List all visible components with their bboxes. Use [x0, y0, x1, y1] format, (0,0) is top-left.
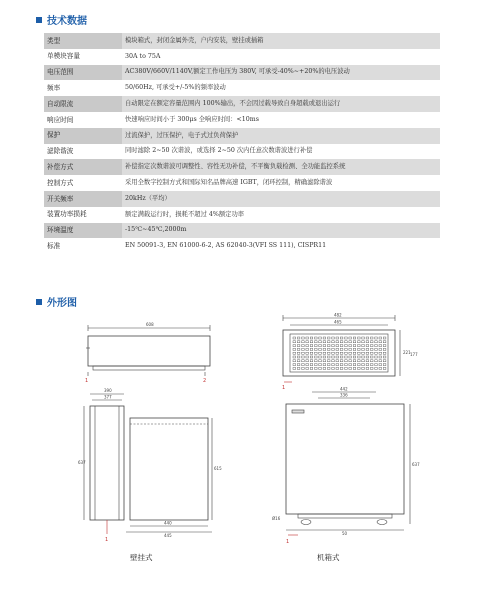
vent-slot: [383, 356, 386, 358]
vent-slot: [332, 356, 335, 358]
vent-slot: [336, 364, 339, 366]
spec-key: 自动限流: [44, 96, 122, 112]
section-square-icon: [36, 299, 42, 305]
shape-section-title-text: 外形图: [47, 298, 77, 309]
vent-slot: [349, 364, 352, 366]
dim-465-label: 465: [334, 319, 342, 325]
spec-value: EN 50091-3, EN 61000-6-2, AS 62040-3(VFI SS 111), CISPR11: [125, 242, 327, 250]
vent-slot: [370, 360, 373, 362]
vent-slot: [375, 364, 378, 366]
vent-slot: [353, 341, 356, 343]
vent-slot: [319, 367, 322, 369]
spec-key: 控制方式: [47, 178, 74, 187]
spec-value: 过流保护，过压保护，电子式过负荷保护: [122, 128, 440, 144]
vent-slot: [366, 345, 369, 347]
vent-slot: [315, 364, 318, 366]
spec-key: 滤除谐波: [47, 147, 74, 156]
vent-slot: [336, 345, 339, 347]
vent-slot: [340, 348, 343, 350]
spec-key: 单模块容量: [47, 52, 80, 61]
vent-slot: [327, 337, 330, 339]
vent-slot: [370, 364, 373, 366]
vent-slot: [358, 348, 361, 350]
shape-section-title: [36, 294, 77, 309]
vent-slot: [379, 352, 382, 354]
vent-slot: [332, 367, 335, 369]
dim-d16-label: Ø16: [272, 516, 281, 521]
vent-slot: [306, 348, 309, 350]
vent-slot: [353, 360, 356, 362]
vent-slot: [349, 348, 352, 350]
rack-front-view: [282, 313, 418, 392]
mark-2-label: 2: [203, 378, 207, 384]
vent-slot: [293, 352, 296, 354]
spec-value: -15℃~45℃,2000m: [122, 223, 440, 239]
spec-row: [44, 33, 440, 49]
spec-value: 20kHz（平均）: [122, 191, 440, 207]
vent-slot: [366, 356, 369, 358]
vent-slot: [327, 360, 330, 362]
vent-slot: [323, 345, 326, 347]
vent-slot: [302, 364, 305, 366]
vent-slot: [375, 341, 378, 343]
spec-value: 采用全数字控制方式和国际知名品牌高速 IGBT，闭环控制，精确滤除谐波: [125, 178, 333, 186]
vent-slot: [319, 345, 322, 347]
vent-slot: [383, 341, 386, 343]
spec-row: [44, 128, 440, 144]
vent-slot: [297, 345, 300, 347]
vent-slot: [319, 337, 322, 339]
vent-slot: [358, 360, 361, 362]
vent-slot: [379, 348, 382, 350]
vent-slot: [379, 360, 382, 362]
spec-row: [44, 80, 440, 96]
vent-slot: [297, 352, 300, 354]
vent-slot: [383, 352, 386, 354]
vent-slot: [375, 337, 378, 339]
vent-slot: [345, 364, 348, 366]
spec-key: 标准: [47, 241, 61, 250]
vent-slot: [297, 367, 300, 369]
vent-slot: [332, 345, 335, 347]
vent-slot: [353, 367, 356, 369]
vent-slot: [336, 348, 339, 350]
dim-442-label: 442: [340, 386, 348, 392]
vent-slot: [370, 348, 373, 350]
vent-slot: [362, 348, 365, 350]
vent-slot: [379, 337, 382, 339]
dim-608-label: 608: [146, 322, 154, 327]
vent-slot: [375, 345, 378, 347]
vent-slot: [297, 356, 300, 358]
vent-slot: [306, 364, 309, 366]
vent-slot: [302, 348, 305, 350]
vent-slot: [340, 341, 343, 343]
vent-slot: [370, 337, 373, 339]
caption-cabinet: 机箱式: [317, 553, 340, 562]
spec-table: [44, 33, 440, 254]
dim-336-label: 336: [340, 392, 348, 398]
vent-slot: [349, 352, 352, 354]
vent-slot: [293, 360, 296, 362]
vent-slot: [379, 341, 382, 343]
vent-slot: [366, 367, 369, 369]
vent-slot: [375, 360, 378, 362]
spec-key: 频率: [47, 83, 61, 92]
vent-slot: [306, 360, 309, 362]
vent-slot: [340, 337, 343, 339]
rack-side-view: [85, 322, 210, 384]
vent-slot: [375, 367, 378, 369]
dim-615-label: 615: [214, 466, 222, 471]
vent-slot: [297, 337, 300, 339]
vent-slot: [375, 356, 378, 358]
spec-section-title: [36, 12, 87, 27]
vent-slot: [293, 341, 296, 343]
vent-slot: [353, 337, 356, 339]
spec-key: 保护: [44, 128, 122, 144]
vent-slot: [323, 337, 326, 339]
vent-slot: [315, 345, 318, 347]
vent-slot: [293, 337, 296, 339]
vent-slot: [327, 367, 330, 369]
spec-value: 额定满载运行时，损耗不超过 4%额定功率: [125, 210, 245, 218]
vent-slot: [353, 352, 356, 354]
outline-drawings: [60, 312, 440, 552]
vent-slot: [302, 341, 305, 343]
vent-slot: [366, 337, 369, 339]
spec-row: [44, 96, 440, 112]
vent-slot: [302, 345, 305, 347]
vent-slot: [319, 360, 322, 362]
vent-slot: [302, 352, 305, 354]
vent-slot: [319, 352, 322, 354]
vent-slot: [310, 337, 313, 339]
vent-slot: [345, 337, 348, 339]
dim-221-label: 221: [403, 350, 411, 355]
vent-slot: [323, 364, 326, 366]
vent-slot: [362, 367, 365, 369]
vent-slot: [310, 360, 313, 362]
vent-slot: [315, 348, 318, 350]
spec-row: [44, 65, 440, 81]
spec-value: 快速响应时间小于 300μs 全响应时间：<10ms: [125, 115, 259, 123]
vent-slot: [336, 360, 339, 362]
dim-445-label: 445: [164, 533, 172, 538]
vent-slot: [375, 348, 378, 350]
spec-value: 补偿指定次数谐波可调整性、容性无功补偿，不平衡负载检测、全功能监控系统: [122, 159, 440, 175]
vent-slot: [336, 356, 339, 358]
spec-row: [44, 175, 440, 191]
vent-slot: [349, 360, 352, 362]
vent-slot: [302, 360, 305, 362]
vent-slot: [315, 341, 318, 343]
vent-slot: [302, 337, 305, 339]
vent-slot: [336, 367, 339, 369]
vent-slot: [323, 356, 326, 358]
vent-slot: [345, 345, 348, 347]
vent-slot: [323, 341, 326, 343]
dim-390-label: 390: [104, 388, 112, 393]
vent-slot: [349, 345, 352, 347]
vent-slot: [297, 364, 300, 366]
spec-key: 类型: [44, 33, 122, 49]
vent-slot: [332, 364, 335, 366]
vent-slot: [297, 360, 300, 362]
vent-slot: [358, 352, 361, 354]
caption-wall-mount: 壁挂式: [130, 553, 153, 562]
vent-slot: [319, 356, 322, 358]
dim-50-label: 50: [342, 531, 348, 536]
dim-377-label: 377: [104, 394, 112, 400]
vent-slot: [345, 352, 348, 354]
spec-value: 自动限定在额定容量范围内 100%输出，不会因过载导致自身超载或退出运行: [122, 96, 440, 112]
spec-row: [44, 144, 440, 160]
dim-637b-label: 637: [412, 462, 420, 467]
spec-key: 电压范围: [44, 65, 122, 81]
spec-value: 30A to 75A: [125, 52, 161, 60]
vent-slot: [345, 341, 348, 343]
vent-slot: [370, 352, 373, 354]
vent-slot: [327, 341, 330, 343]
vent-slot: [370, 345, 373, 347]
vent-slot: [323, 360, 326, 362]
vent-slot: [315, 337, 318, 339]
spec-value: 50/60Hz, 可承受+/-5%的频率波动: [125, 84, 226, 92]
dim-637-label: 637: [78, 460, 86, 465]
vent-slot: [302, 367, 305, 369]
vent-slot: [358, 364, 361, 366]
vent-slot: [323, 367, 326, 369]
vent-slot: [293, 367, 296, 369]
vent-slot: [323, 348, 326, 350]
vent-slot: [353, 345, 356, 347]
spec-value: 模块箱式，封闭金属外壳，户内安装，壁挂或插箱: [122, 33, 440, 49]
vent-slot: [340, 356, 343, 358]
vent-slot: [345, 356, 348, 358]
vent-slot: [362, 337, 365, 339]
vent-slot: [293, 356, 296, 358]
cabinet-view: [272, 387, 420, 546]
spec-value: 同时滤除 2~50 次谐波，或选择 2~50 次内任意次数谐波进行补偿: [125, 147, 313, 155]
vent-slot: [340, 364, 343, 366]
spec-section-title-text: 技术数据: [47, 16, 87, 27]
vent-slot: [336, 352, 339, 354]
mark-1-label: 1: [85, 378, 89, 384]
vent-slot: [306, 367, 309, 369]
vent-slot: [332, 360, 335, 362]
vent-slot: [293, 364, 296, 366]
vent-slot: [332, 341, 335, 343]
vent-slot: [362, 360, 365, 362]
spec-key: 响应时间: [47, 115, 74, 124]
vent-slot: [383, 364, 386, 366]
vent-slot: [310, 367, 313, 369]
vent-slot: [315, 360, 318, 362]
vent-slot: [306, 341, 309, 343]
vent-slot: [366, 341, 369, 343]
vent-slot: [358, 356, 361, 358]
vent-slot: [327, 356, 330, 358]
vent-slot: [370, 356, 373, 358]
mark-1b-label: 1: [282, 385, 286, 391]
vent-slot: [306, 337, 309, 339]
vent-slot: [327, 364, 330, 366]
mark-1c-label: 1: [105, 537, 109, 543]
vent-slot: [370, 367, 373, 369]
vent-slot: [327, 345, 330, 347]
vent-slot: [383, 348, 386, 350]
vent-slot: [353, 364, 356, 366]
vent-slot: [383, 337, 386, 339]
vent-slot: [349, 367, 352, 369]
vent-slot: [340, 360, 343, 362]
vent-slot: [345, 348, 348, 350]
vent-slot: [310, 352, 313, 354]
vent-slot: [297, 348, 300, 350]
vent-slot: [310, 341, 313, 343]
vent-slot: [362, 352, 365, 354]
vent-slot: [306, 356, 309, 358]
spec-row: [44, 49, 440, 65]
vent-slot: [345, 367, 348, 369]
vent-slot: [336, 341, 339, 343]
vent-slot: [327, 352, 330, 354]
vent-slot: [332, 337, 335, 339]
vent-slot: [332, 352, 335, 354]
spec-value: AC380V/660V/1140V,额定工作电压为 380V, 可承受-40%~+20%的电压波动: [122, 65, 440, 81]
vent-slot: [340, 345, 343, 347]
vent-slot: [332, 348, 335, 350]
vent-slot: [358, 367, 361, 369]
vent-slot: [349, 356, 352, 358]
vent-slot: [315, 367, 318, 369]
vent-slot: [310, 364, 313, 366]
dim-177-label: 177: [410, 352, 418, 357]
vent-slot: [379, 356, 382, 358]
vent-slot: [366, 360, 369, 362]
vent-slot: [349, 341, 352, 343]
vent-slot: [383, 345, 386, 347]
vent-slot: [358, 345, 361, 347]
dim-482-label: 482: [334, 312, 342, 318]
vent-slot: [383, 360, 386, 362]
vent-slot: [315, 356, 318, 358]
vent-slot: [362, 341, 365, 343]
section-square-icon: [36, 17, 42, 23]
vent-slot: [310, 348, 313, 350]
vent-slot: [366, 364, 369, 366]
vent-slot: [315, 352, 318, 354]
spec-row: [44, 223, 440, 239]
spec-row: [44, 238, 440, 254]
mark-1d-label: 1: [286, 539, 290, 545]
vent-slot: [323, 352, 326, 354]
vent-slot: [310, 345, 313, 347]
spec-row: [44, 191, 440, 207]
vent-slot: [336, 337, 339, 339]
spec-key: 环境温度: [44, 223, 122, 239]
vent-slot: [327, 348, 330, 350]
spec-row: [44, 112, 440, 128]
dim-440-label: 440: [164, 520, 172, 526]
vent-slot: [306, 352, 309, 354]
vent-slot: [370, 341, 373, 343]
spec-key: 补偿方式: [44, 159, 122, 175]
vent-slot: [349, 337, 352, 339]
vent-slot: [379, 345, 382, 347]
vent-slot: [306, 345, 309, 347]
spec-row: [44, 159, 440, 175]
vent-slot: [345, 360, 348, 362]
vent-slot: [366, 352, 369, 354]
vent-slot: [358, 337, 361, 339]
vent-slot: [319, 341, 322, 343]
vent-slot: [340, 367, 343, 369]
spec-key: 装置功率损耗: [47, 210, 87, 219]
vent-slot: [379, 364, 382, 366]
spec-key: 开关频率: [44, 191, 122, 207]
vent-slot: [293, 345, 296, 347]
vent-slot: [362, 345, 365, 347]
vent-slot: [319, 348, 322, 350]
vent-slot: [353, 348, 356, 350]
wall-mount-view: [78, 388, 222, 543]
vent-slot: [340, 352, 343, 354]
vent-slot: [310, 356, 313, 358]
vent-slot: [366, 348, 369, 350]
vent-slot: [319, 364, 322, 366]
vent-slot: [383, 367, 386, 369]
vent-slot: [353, 356, 356, 358]
vent-slot: [379, 367, 382, 369]
vent-slot: [362, 364, 365, 366]
vent-slot: [297, 341, 300, 343]
vent-slot: [362, 356, 365, 358]
spec-row: [44, 207, 440, 223]
vent-slot: [302, 356, 305, 358]
vent-slot: [358, 341, 361, 343]
vent-slot: [375, 352, 378, 354]
vent-slot: [293, 348, 296, 350]
